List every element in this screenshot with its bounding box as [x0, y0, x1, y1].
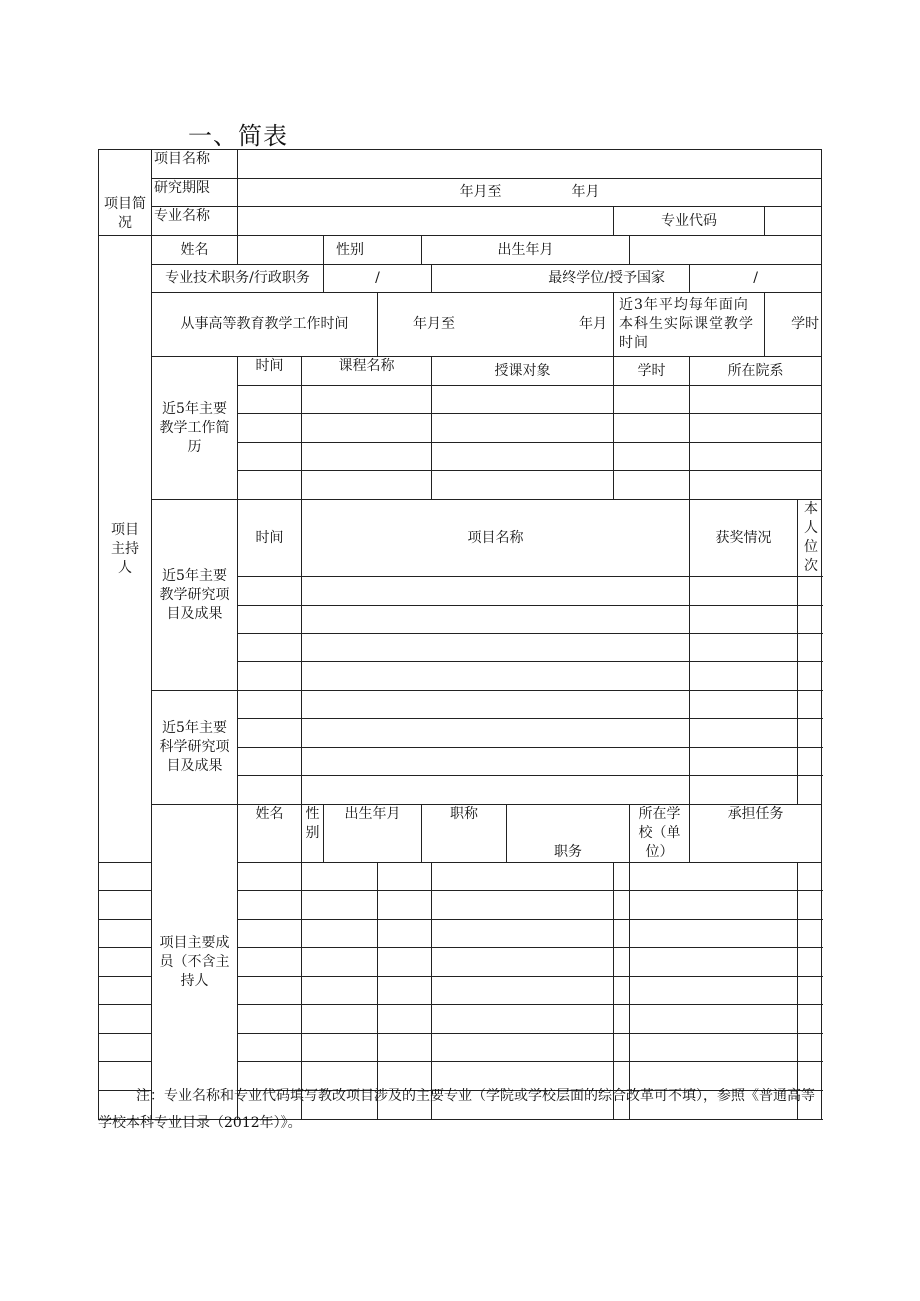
project-name-label: 项目名称 — [152, 150, 238, 179]
m-cell[interactable] — [99, 1005, 152, 1034]
tr-cell[interactable] — [302, 662, 690, 691]
m-cell[interactable] — [238, 891, 302, 920]
m-cell[interactable] — [99, 891, 152, 920]
m-cell[interactable] — [614, 948, 630, 977]
m-cell[interactable] — [302, 863, 378, 891]
tr-cell[interactable] — [238, 634, 302, 662]
th-course-header: 课程名称 — [302, 357, 432, 386]
teaching-history-label: 近5年主要教学工作简历 — [152, 357, 238, 500]
tr-cell[interactable] — [798, 577, 822, 606]
m-cell[interactable] — [614, 920, 630, 948]
teaching-time-label: 从事高等教育教学工作时间 — [152, 293, 378, 357]
sr-cell[interactable] — [798, 776, 822, 805]
m-cell[interactable] — [432, 920, 614, 948]
th-cell[interactable] — [432, 414, 614, 443]
m-birth-header: 出生年月 — [324, 805, 422, 863]
m-cell[interactable] — [99, 920, 152, 948]
sr-cell[interactable] — [690, 691, 798, 719]
m-task-header: 承担任务 — [690, 805, 822, 863]
th-cell[interactable] — [432, 386, 614, 414]
sr-cell[interactable] — [798, 719, 822, 748]
tr-cell[interactable] — [690, 577, 798, 606]
th-cell[interactable] — [690, 414, 822, 443]
m-cell[interactable] — [238, 1034, 302, 1062]
teaching-history-header-row — [99, 357, 822, 386]
m-cell[interactable] — [798, 1005, 822, 1034]
tr-award-header: 获奖情况 — [690, 500, 798, 577]
tr-cell[interactable] — [302, 634, 690, 662]
th-cell[interactable] — [238, 386, 302, 414]
m-cell[interactable] — [432, 948, 614, 977]
th-cell[interactable] — [614, 471, 690, 500]
sr-cell[interactable] — [302, 776, 690, 805]
m-cell[interactable] — [432, 977, 614, 1005]
host-gender-label: 性别 — [324, 236, 422, 265]
period-field[interactable]: 年月至 年月 — [238, 179, 822, 207]
sr-cell[interactable] — [798, 748, 822, 776]
tr-cell[interactable] — [238, 577, 302, 606]
teaching-research-header-row — [99, 500, 822, 577]
th-cell[interactable] — [432, 471, 614, 500]
project-name-field[interactable] — [238, 150, 822, 179]
tr-cell[interactable] — [690, 662, 798, 691]
th-cell[interactable] — [690, 443, 822, 471]
summary-form-table — [98, 149, 822, 1120]
m-cell[interactable] — [99, 863, 152, 891]
m-cell[interactable] — [302, 977, 378, 1005]
tr-rank-header: 本人位次 — [798, 500, 822, 577]
m-cell[interactable] — [798, 863, 822, 891]
tr-cell[interactable] — [302, 577, 690, 606]
tr-cell[interactable] — [238, 606, 302, 634]
m-cell[interactable] — [302, 1005, 378, 1034]
teaching-research-label: 近5年主要教学研究项目及成果 — [152, 500, 238, 691]
m-cell[interactable] — [378, 920, 432, 948]
major-code-field[interactable] — [765, 207, 822, 236]
th-cell[interactable] — [690, 471, 822, 500]
tr-cell[interactable] — [238, 662, 302, 691]
m-cell[interactable] — [432, 1005, 614, 1034]
tr-cell[interactable] — [690, 606, 798, 634]
sr-cell[interactable] — [302, 719, 690, 748]
m-post-header: 职务 — [507, 805, 630, 863]
major-name-label: 专业名称 — [152, 207, 238, 236]
m-cell[interactable] — [798, 920, 822, 948]
host-birth-label: 出生年月 — [422, 236, 630, 265]
th-cell[interactable] — [614, 414, 690, 443]
th-cell[interactable] — [302, 443, 432, 471]
host-row-title — [99, 265, 822, 293]
m-cell[interactable] — [614, 1034, 630, 1062]
host-title-label: 专业技术职务/行政职务 — [152, 265, 324, 293]
th-cell[interactable] — [238, 443, 302, 471]
host-degree-label: 最终学位/授予国家 — [432, 265, 690, 293]
table-row — [99, 691, 822, 719]
m-cell[interactable] — [432, 1034, 614, 1062]
m-cell[interactable] — [432, 863, 614, 891]
th-cell[interactable] — [302, 386, 432, 414]
m-cell[interactable] — [798, 977, 822, 1005]
m-cell[interactable] — [238, 948, 302, 977]
m-cell[interactable] — [630, 1034, 798, 1062]
overview-row-period — [99, 179, 822, 207]
tr-cell[interactable] — [798, 662, 822, 691]
host-degree-field[interactable]: / — [690, 265, 822, 293]
th-cell[interactable] — [238, 414, 302, 443]
overview-row-name — [99, 150, 822, 179]
tr-time-header: 时间 — [238, 500, 302, 577]
m-cell[interactable] — [238, 977, 302, 1005]
m-cell[interactable] — [378, 948, 432, 977]
tr-cell[interactable] — [798, 606, 822, 634]
m-cell[interactable] — [614, 863, 630, 891]
tr-cell[interactable] — [690, 634, 798, 662]
th-cell[interactable] — [690, 386, 822, 414]
th-time-header: 时间 — [238, 357, 302, 386]
m-cell[interactable] — [99, 948, 152, 977]
host-row-teaching-time — [99, 293, 822, 357]
section-title: 一、简表 — [188, 122, 288, 150]
period-label: 研究期限 — [152, 179, 238, 207]
avg-hours-unit: 学时 — [765, 293, 822, 357]
th-cell[interactable] — [614, 443, 690, 471]
m-cell[interactable] — [238, 1005, 302, 1034]
m-cell[interactable] — [302, 948, 378, 977]
m-cell[interactable] — [302, 891, 378, 920]
sr-cell[interactable] — [302, 691, 690, 719]
members-header-row — [99, 805, 822, 863]
members-section-label: 项目主要成员（不含主持人 — [152, 805, 238, 1120]
sr-cell[interactable] — [690, 748, 798, 776]
host-title-field[interactable]: / — [324, 265, 432, 293]
teaching-time-field[interactable] — [378, 293, 614, 357]
m-cell[interactable] — [630, 977, 798, 1005]
teaching-time-to: 年月 — [579, 316, 607, 332]
footnote: 注：专业名称和专业代码填写教改项目涉及的主要专业（学院或学校层面的综合改革可不填），参照《普通高等学校本科专业目录（2012年）》。 — [98, 1088, 815, 1131]
host-row-basic — [99, 236, 822, 265]
th-dept-header: 所在院系 — [690, 357, 822, 386]
m-cell[interactable] — [630, 920, 798, 948]
major-name-field[interactable] — [238, 207, 614, 236]
sr-cell[interactable] — [238, 691, 302, 719]
tr-cell[interactable] — [302, 606, 690, 634]
m-cell[interactable] — [238, 863, 302, 891]
m-cell[interactable] — [798, 948, 822, 977]
sr-cell[interactable] — [690, 776, 798, 805]
m-title-header: 职称 — [422, 805, 507, 863]
m-cell[interactable] — [630, 891, 798, 920]
th-cell[interactable] — [302, 414, 432, 443]
m-cell[interactable] — [378, 1005, 432, 1034]
sr-cell[interactable] — [238, 776, 302, 805]
sr-cell[interactable] — [302, 748, 690, 776]
th-hours-header: 学时 — [614, 357, 690, 386]
sr-cell[interactable] — [798, 691, 822, 719]
host-name-field[interactable] — [238, 236, 324, 265]
m-cell[interactable] — [798, 891, 822, 920]
m-cell[interactable] — [99, 1034, 152, 1062]
avg-hours-label: 近3年平均每年面向本科生实际课堂教学时间 — [614, 293, 765, 357]
tr-project-header: 项目名称 — [302, 500, 690, 577]
m-cell[interactable] — [630, 948, 798, 977]
host-birth-field[interactable] — [630, 236, 822, 265]
m-cell[interactable] — [432, 891, 614, 920]
th-cell[interactable] — [614, 386, 690, 414]
m-cell[interactable] — [630, 1005, 798, 1034]
sr-cell[interactable] — [690, 719, 798, 748]
m-cell[interactable] — [614, 977, 630, 1005]
sr-cell[interactable] — [238, 748, 302, 776]
m-cell[interactable] — [238, 920, 302, 948]
host-section-label: 项目主持人 — [99, 236, 152, 863]
m-name-header: 姓名 — [238, 805, 302, 863]
th-cell[interactable] — [432, 443, 614, 471]
m-cell[interactable] — [302, 1034, 378, 1062]
m-cell[interactable] — [614, 891, 630, 920]
m-cell[interactable] — [99, 977, 152, 1005]
major-code-label: 专业代码 — [614, 207, 765, 236]
overview-row-major — [99, 207, 822, 236]
m-unit-header: 所在学校（单位） — [630, 805, 690, 863]
host-name-label: 姓名 — [152, 236, 238, 265]
m-cell[interactable] — [302, 920, 378, 948]
m-cell[interactable] — [378, 891, 432, 920]
th-audience-header: 授课对象 — [432, 357, 614, 386]
m-cell[interactable] — [798, 1034, 822, 1062]
m-gender-header: 性别 — [302, 805, 324, 863]
m-cell[interactable] — [378, 977, 432, 1005]
m-cell[interactable] — [630, 863, 798, 891]
sr-cell[interactable] — [238, 719, 302, 748]
m-cell[interactable] — [378, 863, 432, 891]
science-research-label: 近5年主要科学研究项目及成果 — [152, 691, 238, 805]
tr-cell[interactable] — [798, 634, 822, 662]
th-cell[interactable] — [302, 471, 432, 500]
m-cell[interactable] — [614, 1005, 630, 1034]
m-cell[interactable] — [378, 1034, 432, 1062]
overview-section-label: 项目简况 — [99, 150, 152, 236]
teaching-time-from: 年月至 — [413, 316, 455, 332]
th-cell[interactable] — [238, 471, 302, 500]
